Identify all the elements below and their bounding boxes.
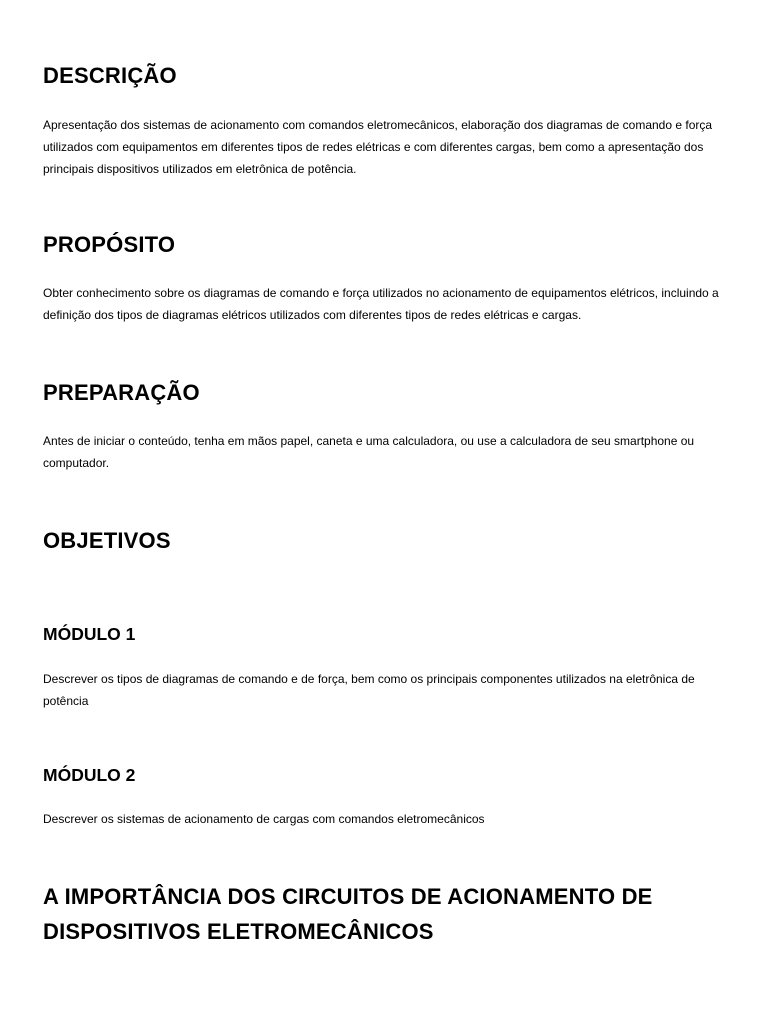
module-1-title: MÓDULO 1 bbox=[43, 624, 136, 644]
section-text-descricao: Apresentação dos sistemas de acionamento com comandos eletromecânicos, elaboração dos diagramas de comando e força utilizados com equipamentos em diferentes tipos de redes elétricas e com diferentes cargas, bem como a apresentação dos principais dispositivos utilizados em eletrônica de potência. bbox=[43, 118, 713, 176]
section-title-objetivos: OBJETIVOS bbox=[43, 528, 171, 553]
module-2-title: MÓDULO 2 bbox=[43, 765, 136, 785]
module-1-text: Descrever os tipos de diagramas de comando e de força, bem como os principais componentes utilizados na eletrônica de potência bbox=[43, 672, 695, 708]
section-title-descricao: DESCRIÇÃO bbox=[43, 63, 177, 88]
module-2-text: Descrever os sistemas de acionamento de cargas com comandos eletromecânicos bbox=[43, 812, 485, 826]
section-text-preparacao: Antes de iniciar o conteúdo, tenha em mãos papel, caneta e uma calculadora, ou use a calculadora de seu smartphone ou computador. bbox=[43, 434, 695, 470]
section-title-importancia: A IMPORTÂNCIA DOS CIRCUITOS DE ACIONAMENTO DE DISPOSITIVOS ELETROMECÂNICOS bbox=[43, 884, 653, 944]
section-text-proposito: Obter conhecimento sobre os diagramas de comando e força utilizados no acionamento de equipamentos elétricos, incluindo a definição dos tipos de diagramas elétricos utilizados com diferentes tipos de redes elétricas e cargas. bbox=[43, 286, 719, 322]
section-title-proposito: PROPÓSITO bbox=[43, 232, 176, 257]
section-title-preparacao: PREPARAÇÃO bbox=[43, 380, 200, 405]
